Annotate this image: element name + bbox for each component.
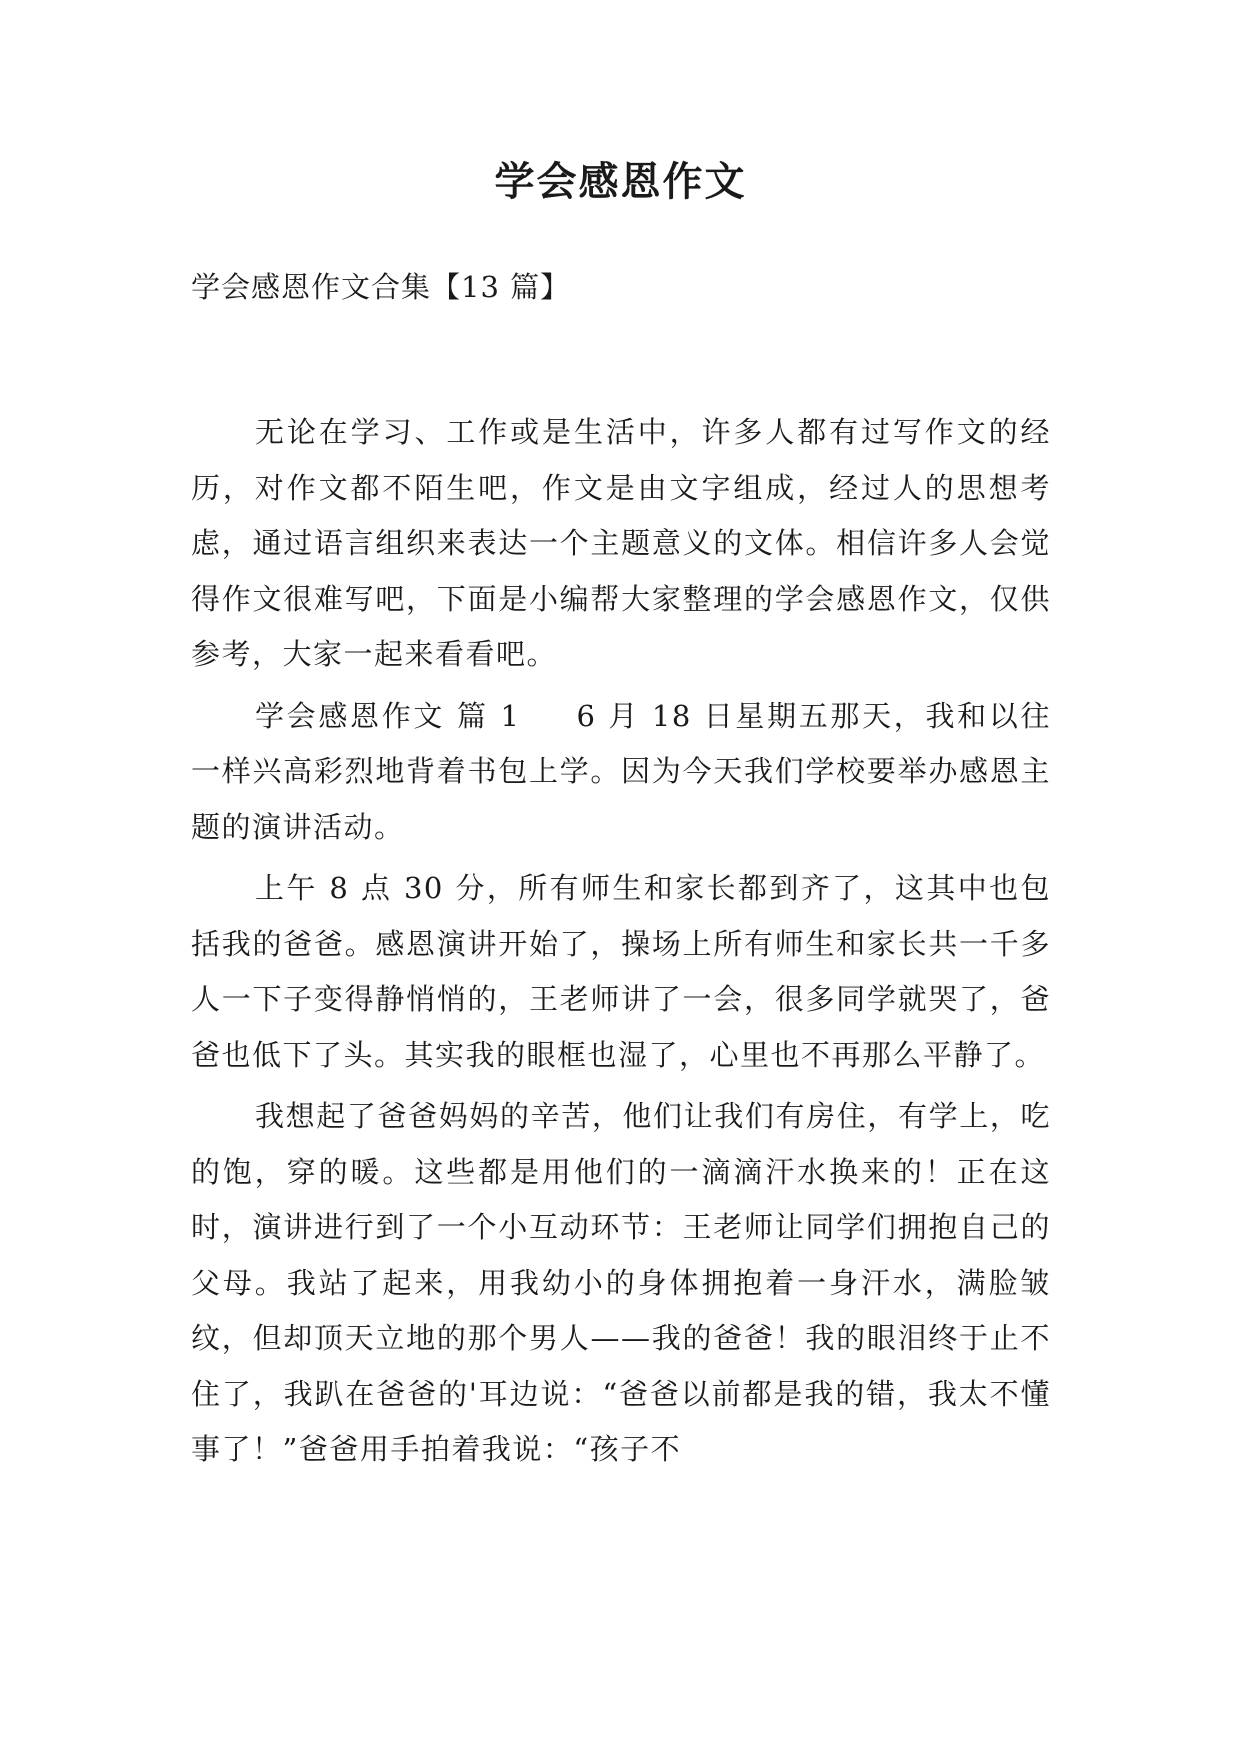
document-title: 学会感恩作文 bbox=[494, 159, 747, 205]
body-paragraph: 上午 8 点 30 分，所有师生和家长都到齐了，这其中也包括我的爸爸。感恩演讲开始了，操场上所有师生和家长共一千多人一下子变得静悄悄的，王老师讲了一会，很多同学就哭了，爸爸也低下了头。其实我的眼框也湿了，心里也不再那么平静了。 bbox=[191, 871, 1051, 1072]
body-paragraph: 我想起了爸爸妈妈的辛苦，他们让我们有房住，有学上，吃的饱，穿的暖。这些都是用他们的一滴滴汗水换来的！正在这时，演讲进行到了一个小互动环节：王老师让同学们拥抱自己的父母。我站了起来，用我幼小的身体拥抱着一身汗水，满脸皱纹，但却顶天立地的那个男人——我的爸爸！我的眼泪终于止不住了，我趴在爸爸的'耳边说：“爸爸以前都是我的错，我太不懂事了！”爸爸用手拍着我说：“孩子不 bbox=[191, 1099, 1051, 1466]
section-1-heading: 学会感恩作文 篇 1 bbox=[255, 698, 521, 733]
section-1-text: 6 月 18 日星期五那天，我和以往一样兴高彩烈地背着书包上学。因为今天我们学校要举办感恩主题的演讲活动。 bbox=[191, 698, 1051, 844]
document-body bbox=[191, 405, 1051, 1484]
intro-paragraph: 无论在学习、工作或是生活中，许多人都有过写作文的经历，对作文都不陌生吧，作文是由文字组成，经过人的思想考虑，通过语言组织来表达一个主题意义的文体。相信许多人会觉得作文很难写吧，下面是小编帮大家整理的学会感恩作文，仅供参考，大家一起来看看吧。 bbox=[191, 415, 1051, 671]
section-1-paragraph bbox=[191, 689, 1051, 856]
document-subtitle: 学会感恩作文合集【13 篇】 bbox=[191, 270, 571, 304]
